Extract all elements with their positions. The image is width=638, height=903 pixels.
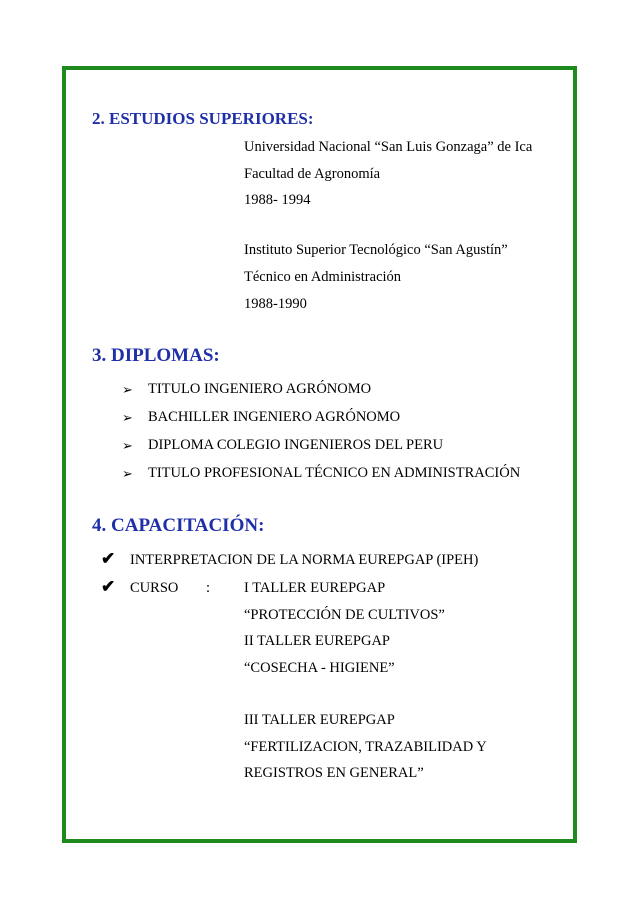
diploma-item: BACHILLER INGENIERO AGRÓNOMO xyxy=(148,409,401,425)
university-name: Universidad Nacional “San Luis Gonzaga” de Ica xyxy=(244,139,533,155)
faculty-name: Facultad de Agronomía xyxy=(244,166,381,182)
check-bullet-icon: ✔ xyxy=(101,577,116,596)
course-entry: I TALLER EUREPGAP xyxy=(244,580,386,596)
section-heading-diplomas: 3. DIPLOMAS: xyxy=(92,345,220,366)
diploma-item: DIPLOMA COLEGIO INGENIEROS DEL PERU xyxy=(148,437,444,453)
institute-years: 1988-1990 xyxy=(244,296,307,312)
section-heading-estudios: 2. ESTUDIOS SUPERIORES: xyxy=(92,109,314,128)
course-entry: III TALLER EUREPGAP xyxy=(244,712,395,728)
course-entry: “PROTECCIÓN DE CULTIVOS” xyxy=(244,607,445,623)
course-colon: : xyxy=(206,580,211,596)
diploma-item: TITULO INGENIERO AGRÓNOMO xyxy=(148,381,372,397)
course-entry: II TALLER EUREPGAP xyxy=(244,633,390,649)
arrow-bullet-icon: ➢ xyxy=(122,438,133,453)
arrow-bullet-icon: ➢ xyxy=(122,382,133,397)
institute-degree: Técnico en Administración xyxy=(244,269,402,285)
diploma-item: TITULO PROFESIONAL TÉCNICO EN ADMINISTRACIÓN xyxy=(148,465,521,481)
training-item: INTERPRETACION DE LA NORMA EUREPGAP (IPEH) xyxy=(130,552,479,568)
check-bullet-icon: ✔ xyxy=(101,549,116,568)
course-entry: “FERTILIZACION, TRAZABILIDAD Y xyxy=(244,739,487,755)
course-entry: REGISTROS EN GENERAL” xyxy=(244,765,424,781)
section-heading-capacitacion: 4. CAPACITACIÓN: xyxy=(92,515,265,536)
institute-name: Instituto Superior Tecnológico “San Agustín” xyxy=(244,242,508,258)
course-entry: “COSECHA - HIGIENE” xyxy=(244,660,395,676)
university-years: 1988- 1994 xyxy=(244,192,311,208)
course-label: CURSO xyxy=(130,580,179,596)
arrow-bullet-icon: ➢ xyxy=(122,466,133,481)
arrow-bullet-icon: ➢ xyxy=(122,410,133,425)
